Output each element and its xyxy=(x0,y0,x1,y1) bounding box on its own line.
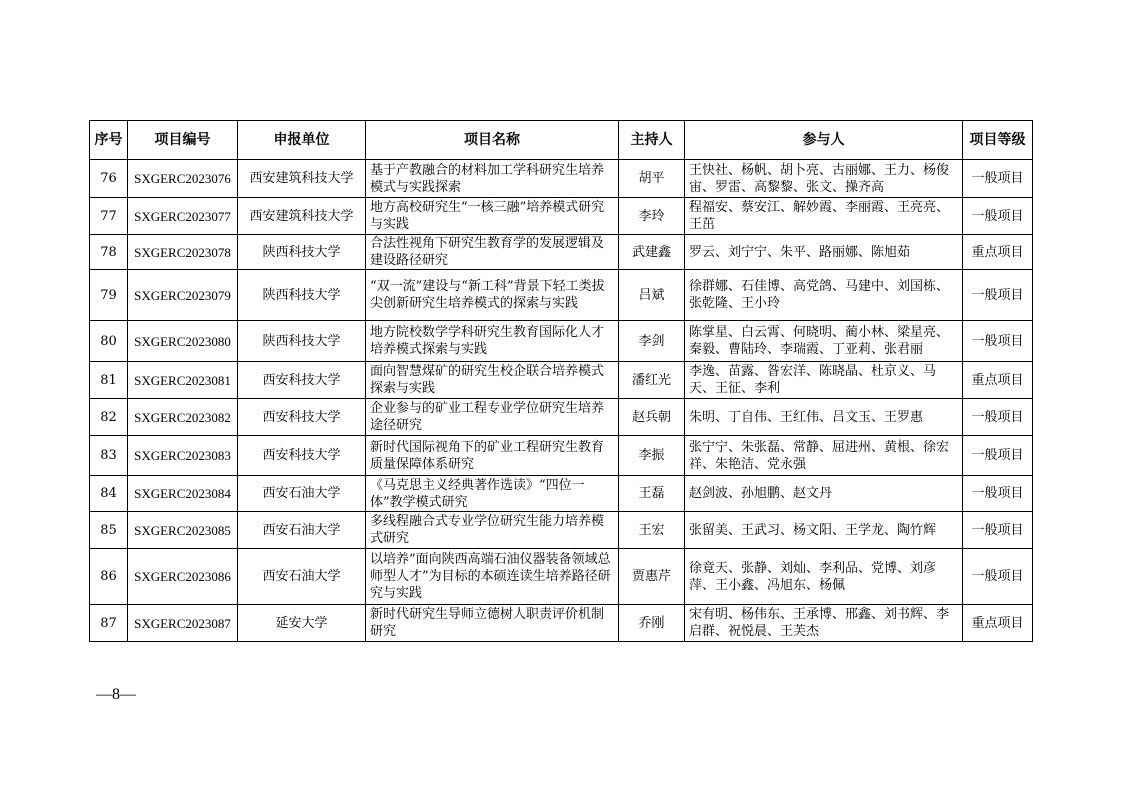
row-code: SXGERC2023079 xyxy=(128,270,238,321)
row-level: 重点项目 xyxy=(963,362,1033,399)
row-members: 徐竟天、张静、刘灿、李利品、党博、刘彦萍、王小鑫、冯旭东、杨佩 xyxy=(685,549,963,605)
row-name: 多线程融合式专业学位研究生能力培养模式研究 xyxy=(366,512,619,549)
row-level: 一般项目 xyxy=(963,512,1033,549)
row-code: SXGERC2023087 xyxy=(128,605,238,642)
table-row xyxy=(90,399,1033,436)
table-row xyxy=(90,605,1033,642)
row-members: 陈掌星、白云霄、何晓明、蔺小林、梁星亮、秦毅、曹陆玲、李瑞霞、丁亚莉、张君丽 xyxy=(685,321,963,362)
table-row xyxy=(90,549,1033,605)
project-table xyxy=(89,120,1033,642)
row-host: 王磊 xyxy=(619,476,685,512)
row-name: 地方高校研究生“一核三融”培养模式研究与实践 xyxy=(366,198,619,235)
row-unit: 陕西科技大学 xyxy=(238,235,366,270)
header-host: 主持人 xyxy=(619,121,685,160)
row-host: 乔刚 xyxy=(619,605,685,642)
row-level: 一般项目 xyxy=(963,198,1033,235)
row-members: 张留美、王武习、杨文阳、王学龙、陶竹辉 xyxy=(685,512,963,549)
row-host: 王宏 xyxy=(619,512,685,549)
row-members: 王快社、杨帆、胡卜亮、古丽娜、王力、杨俊宙、罗雷、高黎黎、张文、操齐高 xyxy=(685,160,963,198)
row-unit: 延安大学 xyxy=(238,605,366,642)
row-no: 86 xyxy=(90,549,128,605)
row-code: SXGERC2023076 xyxy=(128,160,238,198)
row-name: 新时代研究生导师立德树人职责评价机制研究 xyxy=(366,605,619,642)
row-no: 77 xyxy=(90,198,128,235)
row-members: 赵剑波、孙旭鹏、赵文丹 xyxy=(685,476,963,512)
row-host: 潘红光 xyxy=(619,362,685,399)
row-no: 76 xyxy=(90,160,128,198)
row-unit: 陕西科技大学 xyxy=(238,270,366,321)
row-members: 程福安、蔡安江、解妙霞、李丽霞、王亮亮、王茁 xyxy=(685,198,963,235)
row-host: 吕斌 xyxy=(619,270,685,321)
row-host: 李振 xyxy=(619,436,685,476)
row-name: 新时代国际视角下的矿业工程研究生教育质量保障体系研究 xyxy=(366,436,619,476)
row-level: 一般项目 xyxy=(963,399,1033,436)
header-no: 序号 xyxy=(90,121,128,160)
page-number: —8— xyxy=(96,686,136,703)
row-level: 一般项目 xyxy=(963,270,1033,321)
row-level: 一般项目 xyxy=(963,476,1033,512)
row-name: 面向智慧煤矿的研究生校企联合培养模式探索与实践 xyxy=(366,362,619,399)
header-unit: 申报单位 xyxy=(238,121,366,160)
table-row xyxy=(90,160,1033,198)
row-code: SXGERC2023082 xyxy=(128,399,238,436)
row-no: 79 xyxy=(90,270,128,321)
row-level: 一般项目 xyxy=(963,321,1033,362)
row-host: 李玲 xyxy=(619,198,685,235)
row-unit: 西安石油大学 xyxy=(238,549,366,605)
table-header-row xyxy=(90,121,1033,160)
row-no: 82 xyxy=(90,399,128,436)
row-members: 朱明、丁自伟、王红伟、吕文玉、王罗惠 xyxy=(685,399,963,436)
table-row xyxy=(90,362,1033,399)
row-name: 企业参与的矿业工程专业学位研究生培养途径研究 xyxy=(366,399,619,436)
row-name: 基于产教融合的材料加工学科研究生培养模式与实践探索 xyxy=(366,160,619,198)
row-no: 81 xyxy=(90,362,128,399)
row-host: 武建鑫 xyxy=(619,235,685,270)
row-name: “双一流”建设与“新工科”背景下轻工类拔尖创新研究生培养模式的探索与实践 xyxy=(366,270,619,321)
row-host: 胡平 xyxy=(619,160,685,198)
row-unit: 西安科技大学 xyxy=(238,399,366,436)
row-level: 重点项目 xyxy=(963,235,1033,270)
table-row xyxy=(90,321,1033,362)
header-name: 项目名称 xyxy=(366,121,619,160)
row-no: 78 xyxy=(90,235,128,270)
row-members: 罗云、刘宁宁、朱平、路丽娜、陈旭茹 xyxy=(685,235,963,270)
table-row xyxy=(90,235,1033,270)
row-name: 合法性视角下研究生教育学的发展逻辑及建设路径研究 xyxy=(366,235,619,270)
row-code: SXGERC2023083 xyxy=(128,436,238,476)
row-no: 84 xyxy=(90,476,128,512)
row-level: 一般项目 xyxy=(963,160,1033,198)
row-level: 一般项目 xyxy=(963,549,1033,605)
row-no: 83 xyxy=(90,436,128,476)
header-code: 项目编号 xyxy=(128,121,238,160)
row-code: SXGERC2023081 xyxy=(128,362,238,399)
row-host: 李剑 xyxy=(619,321,685,362)
row-unit: 陕西科技大学 xyxy=(238,321,366,362)
row-name: 以培养“面向陕西高端石油仪器装备领域总师型人才”为目标的本硕连读生培养路径研究与实践 xyxy=(366,549,619,605)
row-no: 87 xyxy=(90,605,128,642)
row-code: SXGERC2023086 xyxy=(128,549,238,605)
row-code: SXGERC2023078 xyxy=(128,235,238,270)
table-row xyxy=(90,436,1033,476)
row-level: 一般项目 xyxy=(963,436,1033,476)
row-members: 李逸、苗露、昝宏洋、陈晓晶、杜京义、马天、王征、李利 xyxy=(685,362,963,399)
header-members: 参与人 xyxy=(685,121,963,160)
row-unit: 西安科技大学 xyxy=(238,362,366,399)
table-row xyxy=(90,270,1033,321)
row-level: 重点项目 xyxy=(963,605,1033,642)
row-unit: 西安建筑科技大学 xyxy=(238,198,366,235)
row-unit: 西安科技大学 xyxy=(238,436,366,476)
row-no: 85 xyxy=(90,512,128,549)
row-name: 地方院校数学学科研究生教育国际化人才培养模式探索与实践 xyxy=(366,321,619,362)
row-code: SXGERC2023084 xyxy=(128,476,238,512)
row-code: SXGERC2023085 xyxy=(128,512,238,549)
row-unit: 西安石油大学 xyxy=(238,512,366,549)
row-code: SXGERC2023077 xyxy=(128,198,238,235)
row-members: 徐群娜、石佳博、高党鸽、马建中、刘国栋、张乾隆、王小玲 xyxy=(685,270,963,321)
row-name: 《马克思主义经典著作选读》“四位一体”教学模式研究 xyxy=(366,476,619,512)
table-row xyxy=(90,476,1033,512)
row-unit: 西安石油大学 xyxy=(238,476,366,512)
table-row xyxy=(90,512,1033,549)
row-members: 张宁宁、朱张磊、常静、屈进州、黄根、徐宏祥、朱艳洁、党永强 xyxy=(685,436,963,476)
row-unit: 西安建筑科技大学 xyxy=(238,160,366,198)
row-no: 80 xyxy=(90,321,128,362)
row-host: 赵兵朝 xyxy=(619,399,685,436)
row-host: 贾惠芹 xyxy=(619,549,685,605)
row-members: 宋有明、杨伟东、王承博、邢鑫、刘书辉、李启群、祝悦晨、王芙杰 xyxy=(685,605,963,642)
header-level: 项目等级 xyxy=(963,121,1033,160)
row-code: SXGERC2023080 xyxy=(128,321,238,362)
table-row xyxy=(90,198,1033,235)
